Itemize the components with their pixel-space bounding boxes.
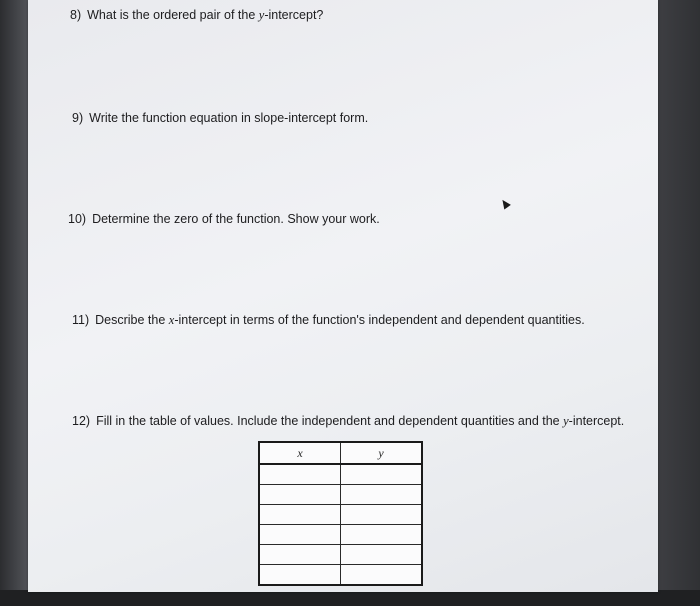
background-bottom-edge (0, 590, 700, 606)
question-11 (72, 313, 585, 328)
question-text-end: -intercept in terms of the function's independent and dependent quantities. (174, 313, 585, 327)
header-x: x (259, 442, 341, 464)
table-row (259, 505, 422, 525)
table-cell-x[interactable] (259, 565, 341, 586)
question-text: Determine the zero of the function. Show your work. (92, 212, 380, 226)
table-row (259, 464, 422, 485)
table-cell-x[interactable] (259, 545, 341, 565)
table-cell-y[interactable] (341, 545, 423, 565)
question-12 (72, 414, 624, 429)
question-9 (72, 111, 368, 125)
question-number: 11) (72, 313, 90, 327)
table-cell-x[interactable] (259, 505, 341, 525)
question-10 (68, 212, 380, 226)
question-number: 8) (70, 8, 82, 22)
variable-x: x (168, 313, 175, 327)
question-number: 9) (72, 111, 84, 125)
table-cell-y[interactable] (341, 505, 423, 525)
table-cell-y[interactable] (341, 565, 423, 586)
question-number: 12) (72, 414, 91, 428)
background-right-edge (656, 0, 700, 606)
table-cell-x[interactable] (259, 485, 341, 505)
question-text: Write the function equation in slope-intercept form. (89, 111, 369, 125)
background-left-edge (0, 0, 30, 606)
question-number: 10) (68, 212, 87, 226)
table-cell-y[interactable] (341, 464, 423, 485)
table-row (259, 545, 422, 565)
table-cell-y[interactable] (341, 485, 423, 505)
table-row (259, 525, 422, 545)
table-row (259, 565, 422, 586)
table-cell-x[interactable] (259, 525, 341, 545)
question-text-end: -intercept? (264, 8, 324, 22)
table-cell-y[interactable] (341, 525, 423, 545)
question-text: Fill in the table of values. Include the independent and dependent quantities and the (96, 414, 564, 428)
question-text: Describe the (95, 313, 169, 327)
table-header-row (259, 442, 422, 464)
header-y: y (341, 442, 423, 464)
question-text: What is the ordered pair of the (87, 8, 259, 22)
question-text-end: -intercept. (568, 414, 625, 428)
table-row (259, 485, 422, 505)
table-cell-x[interactable] (259, 464, 341, 485)
question-8 (70, 8, 323, 23)
variable-y: y (258, 8, 265, 22)
variable-y: y (563, 414, 569, 428)
values-table (258, 441, 423, 586)
